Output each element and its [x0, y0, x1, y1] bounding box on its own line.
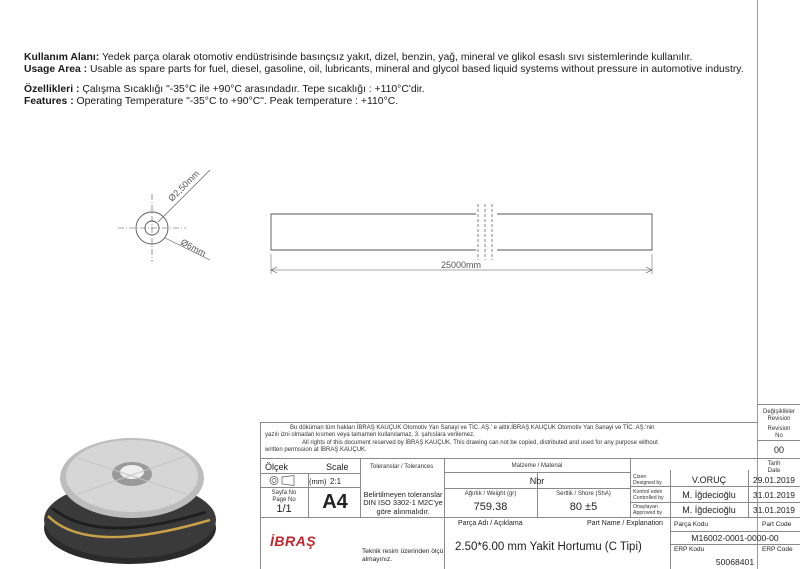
- usage-area-tr: Kullanım Alanı: Yedek parça olarak otomotiv endüstrisinde basınçsız yakıt, dizel, benzin, yağ, mineral ve glikol esaslı sıvı sistemlerinde kullanılır.: [24, 52, 693, 63]
- projection-symbol-icon: [266, 475, 298, 486]
- tolerance-label: Toleranslar / Tolerances: [370, 464, 434, 470]
- features-tr: Özellikleri : Çalışma Sıcaklığı "-35°C ile +90°C arasındadır. Tepe sıcaklığı : +110°C'dir.: [24, 84, 425, 95]
- part-name: 2.50*6.00 mm Yakit Hortumu (C Tipi): [455, 541, 642, 553]
- tb-col-d: [630, 458, 631, 517]
- copyright-en-1: All rights of this document reserved by İBRAŞ KAUÇUK. This drawing can not be copied, distributed and used for any purpose without: [302, 440, 658, 446]
- material-value: Nbr: [529, 476, 545, 486]
- part-name-label-tr: Parça Adı / Açıklama: [458, 520, 523, 527]
- material-label: Malzeme / Material: [511, 463, 563, 469]
- copyright-en-2: written permssion at İBRAŞ KAUÇUK.: [265, 447, 367, 453]
- approved-date: 31.01.2019: [753, 505, 795, 515]
- tb-row-erp: [670, 544, 800, 545]
- outer-diameter-label: Ø6mm: [179, 236, 208, 259]
- designed-label: Çizen Designed by: [633, 474, 662, 486]
- logo-text: İBRAŞ: [270, 533, 317, 549]
- part-name-label-en: Part Name / Explanation: [587, 520, 663, 527]
- tb-col-b: [444, 458, 445, 569]
- tb-top-line: [260, 422, 757, 423]
- revision-no-label: Revision No: [767, 426, 791, 439]
- erp-label-tr: ERP Kodu: [674, 546, 705, 553]
- controlled-by: M. İğdecioğlu: [682, 490, 736, 500]
- page-number: 1/1: [276, 503, 292, 515]
- page-label: Sayfa No Page No: [271, 490, 297, 503]
- tb-left-line: [260, 422, 261, 569]
- company-logo: [270, 533, 316, 549]
- inner-diameter-label: Ø2,50mm: [166, 168, 202, 204]
- hardness-value: 80 ±5: [569, 501, 598, 513]
- approved-label: Onaylayan Approved by: [633, 504, 663, 516]
- controlled-label: Kontrol eden Controlled by: [633, 489, 664, 501]
- tb-row-2: [260, 517, 800, 518]
- tb-row-scale: [260, 473, 360, 474]
- designed-by: V.ORUÇ: [691, 475, 727, 485]
- date-label: Tarih Date: [767, 461, 781, 474]
- erp-code: 50068401: [715, 557, 755, 567]
- usage-area-en: Usage Area : Usable as spare parts for fuel, diesel, gasoline, oil, lubricants, mineral and glycol based liquid systems without pressure in automotive industry.: [24, 64, 744, 75]
- tolerance-text: Belirtilmeyen toleranslar DIN ISO 3302-1 M2C'ye göre alınmalıdır.: [363, 490, 443, 516]
- controlled-date: 31.01.2019: [753, 490, 795, 500]
- scale-label-en: Scale: [326, 462, 349, 472]
- unit: (mm): [309, 477, 327, 486]
- erp-label-en: ERP Code: [762, 546, 793, 553]
- rev-top-line: [757, 404, 800, 405]
- part-code-label-tr: Parça Kodu: [674, 521, 708, 528]
- tb-row-page: [260, 487, 360, 488]
- designed-date: 29.01.2019: [753, 475, 795, 485]
- copyright-tr-1: Bu döküman tüm hakları İBRAŞ KAUÇUK Otomotiv Yan Sanayi ve TİC. AŞ.' e aittir.İBRAŞ KAUÇUK Otomotiv Yan Sanayi ve TİC. AŞ.'nin: [290, 425, 655, 431]
- length-label: 25000mm: [440, 260, 482, 270]
- tb-row-controlled: [630, 502, 800, 503]
- part-code-label-en: Part Code: [762, 521, 792, 528]
- revision-no: 00: [773, 445, 784, 455]
- copyright-tr-2: yazılı izni olmadan kısmen veya tamamen kullanılamaz, 3. şahıslara verilemez.: [265, 432, 475, 438]
- tb-col-a: [360, 458, 361, 517]
- hardness-label: Sertlik / Shore (ShA): [556, 491, 611, 497]
- features-en: Features : Operating Temperature "-35°C to +90°C". Peak temperature : +110°C.: [24, 96, 399, 107]
- approved-by: M. İğdecioğlu: [682, 505, 736, 515]
- revision-changes-label: Değişiklikler Revision: [762, 409, 795, 422]
- tb-row-1: [260, 458, 800, 459]
- rev-mid-line: [757, 440, 800, 441]
- hose-reel-photo: [28, 428, 228, 566]
- footer-note: Teknik resim üzerinden ölçü almayınız.: [362, 548, 444, 563]
- scale-label-tr: Ölçek: [265, 462, 289, 472]
- part-code: M16002-0001-0000-00: [691, 533, 779, 543]
- tb-row-code: [670, 531, 800, 532]
- technical-drawing: [0, 150, 757, 290]
- weight-value: 759.38: [473, 501, 508, 513]
- scale-value: 2:1: [330, 477, 342, 486]
- weight-label: Ağırlık / Weight (gr): [464, 491, 517, 497]
- paper-size: A4: [322, 491, 348, 513]
